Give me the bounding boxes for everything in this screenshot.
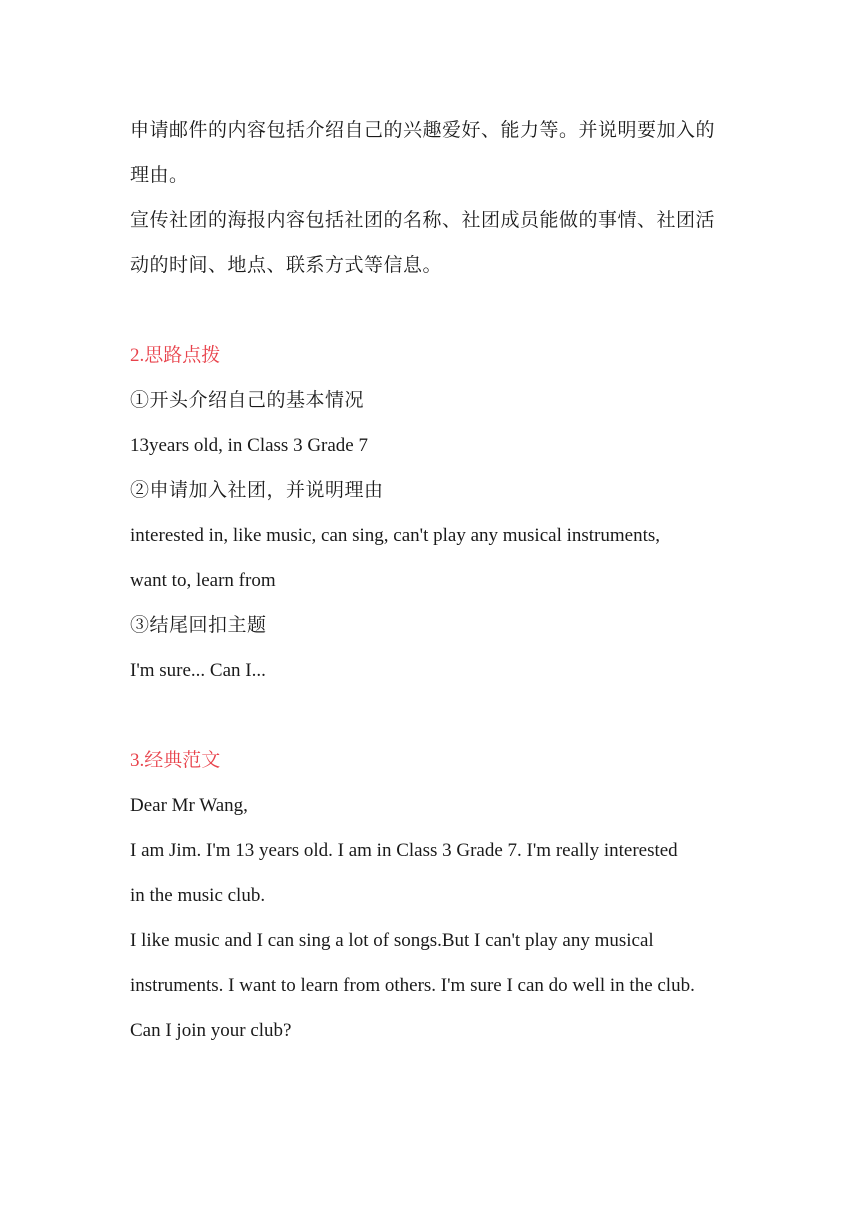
section-2-heading: 2.思路点拨 <box>130 345 221 366</box>
outline-point-3-keywords: I'm sure... Can I... <box>130 660 266 681</box>
essay-line: I am Jim. I'm 13 years old. I am in Class 3 Grade 7. I'm really interested <box>130 840 678 861</box>
intro-line-3: 宣传社团的海报内容包括社团的名称、社团成员能做的事情、社团活 <box>130 210 716 231</box>
outline-point-2: ②申请加入社团，并说明理由 <box>130 480 384 501</box>
essay-line: I like music and I can sing a lot of songs.But I can't play any musical <box>130 930 654 951</box>
outline-point-2-keywords-cont: want to, learn from <box>130 570 276 591</box>
intro-line-4: 动的时间、地点、联系方式等信息。 <box>130 255 443 276</box>
essay-line: instruments. I want to learn from others. I'm sure I can do well in the club. <box>130 975 695 996</box>
outline-point-2-keywords: interested in, like music, can sing, can't play any musical instruments, <box>130 525 661 546</box>
intro-line-2: 理由。 <box>130 165 189 186</box>
spacer <box>130 288 750 333</box>
intro-line-1: 申请邮件的内容包括介绍自己的兴趣爱好、能力等。并说明要加入的 <box>130 120 716 141</box>
essay-line: Can I join your club? <box>130 1020 292 1041</box>
outline-point-1: ①开头介绍自己的基本情况 <box>130 390 365 411</box>
essay-salutation: Dear Mr Wang, <box>130 795 248 816</box>
document-page <box>130 108 750 1053</box>
outline-point-1-keywords: 13years old, in Class 3 Grade 7 <box>130 435 368 456</box>
essay-line: in the music club. <box>130 885 266 906</box>
spacer <box>130 693 750 738</box>
outline-point-3: ③结尾回扣主题 <box>130 615 267 636</box>
section-3-heading: 3.经典范文 <box>130 750 221 771</box>
